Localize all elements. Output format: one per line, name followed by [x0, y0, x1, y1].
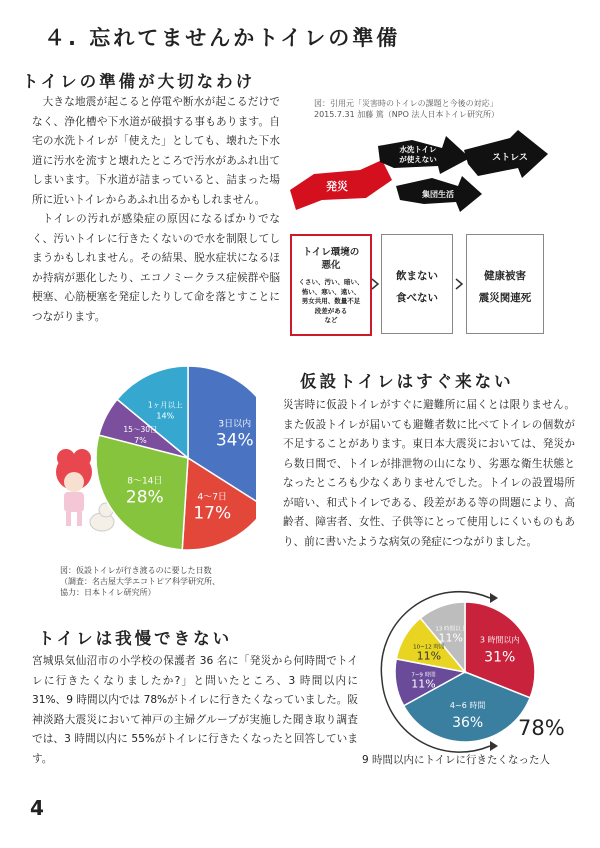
figure1-caption-line1: 図：引用元「災害時のトイレの課題と今後の対応」 [314, 99, 498, 108]
section1-heading: トイレの準備が大切なわけ [22, 72, 256, 91]
pie-slice-pct-1: 36% [452, 714, 484, 731]
figure1-caption-line2: 2015.7.31 加藤 篤（NPO 法人日本トイレ研究所） [314, 110, 500, 119]
pie-slice-pct-4: 11% [438, 631, 463, 645]
pie-slice-label-0: 3日以内 [218, 419, 252, 430]
section1-paragraph-1: 大きな地震が起こると停電や断水が起こるだけでなく、浄化槽や下水道が破損する事もあります。自宅の水洗トイレが「使えた」としても、壊れた下水道に汚水を流すと壊れたところで汚水があふれ出てしまいます。下水道が詰まっていると、詰まった場所に近いトイレからあふれ出るかもしれません。 [32, 96, 280, 206]
flow-box-no-eat-drink [381, 234, 453, 334]
arc-arrow-head-top-icon [490, 593, 498, 603]
stress-label: ストレス [492, 153, 528, 163]
flow-box1-detail: くさい、汚い、暗い、 怖い、寒い、遠い、 男女共用、数量不足 段差がある など [298, 278, 364, 324]
pie-slice-label-0: 3 時間以内 [479, 635, 520, 645]
flow-box-health-damage [466, 234, 544, 334]
pie1-caption-line2: （調査：名古屋大学エコトピア科学研究所、 [60, 577, 220, 586]
figure1-caption [314, 98, 499, 120]
pie-slice-label-3: 15〜30日 [123, 424, 158, 434]
pie1-caption [60, 565, 220, 598]
pie1-caption-line1: 図：仮設トイレが行き渡るのに要した日数 [60, 566, 212, 575]
pie1-caption-line3: 協力：日本トイレ研究所） [60, 588, 156, 597]
pie-slice-pct-2: 28% [125, 487, 164, 508]
section1-paragraph-2: トイレの汚れが感染症の原因になるばかりでなく、汚いトイレに行きたくないので水を制限してしまうかもしれません。その結果、脱水症状になるほか持病が悪化したり、エコノミークラス症候群や脳梗塞、心筋梗塞を発症したりして命を落とすことにつながります。 [32, 213, 280, 323]
pie2-caption: 9 時間以内にトイレに行きたくなった人 [362, 754, 550, 766]
pie-slice-label-2: 7~9 時間 [411, 672, 436, 679]
pie-slice-label-3: 10~12 時間 [413, 644, 445, 651]
pie-chart-toilet-days [36, 362, 256, 562]
pie-slice-pct-0: 34% [215, 430, 254, 451]
flow-arrow-2-icon [454, 277, 466, 291]
pie2-big-percent: 78% [518, 716, 565, 740]
pie-slice-label-1: 4〜7日 [197, 492, 227, 503]
pie-slice-pct-3: 7% [134, 435, 147, 445]
flow-box3-line2: 震災関連死 [478, 292, 532, 304]
page-title: ４. 忘れてませんかトイレの準備 [44, 26, 401, 50]
section3-heading: トイレは我慢できない [38, 629, 233, 648]
flow-box-toilet-environment [290, 234, 372, 336]
section3-body [32, 652, 358, 769]
pie-slice-label-2: 8〜14日 [127, 476, 163, 487]
flow-box2-line2: 食べない [396, 292, 438, 304]
section3-paragraph: 宮城県気仙沼市の小学校の保護者 36 名に「発災から何時間でトイレに行きたくなりましたか?」と問いたところ、3 時間以内に 31%、9 時間以内では 78%がトイレに行きたくなっていました。阪神淡路大震災において神戸の主婦グループが実施した聞き取り調査では、3 時間以内に 55%がトイレに行きたくなったと回答しています。 [32, 655, 358, 765]
section1-body [32, 93, 280, 327]
pie-slice-pct-2: 11% [411, 677, 436, 691]
pie-slice-pct-3: 11% [416, 649, 442, 663]
flow-box1-title: トイレ環境の 悪化 [302, 247, 360, 271]
pie-slice-pct-4: 14% [156, 411, 175, 421]
pie-slice-label-4: 1ヶ月以上 [147, 400, 183, 410]
arc-arrow-head-bottom-icon [490, 741, 498, 751]
pie-slice-pct-0: 31% [484, 649, 516, 666]
section2-paragraph: 災害時に仮設トイレがすぐに避難所に届くとは限りません。また仮設トイレが届いても避難者数に比べてトイレの個数が不足することがあります。東日本大震災においては、発災から数日間で、トイレが排泄物の山になり、劣悪な衛生状態となったところも少なくありませんでした。トイレの設置場所が暗い、和式トイレである、段差がある等の問題により、高齢者、障害者、女性、子供等にとって使用しにくいものもあり、前に書いたような病気の発症につながりました。 [283, 399, 575, 548]
group-life-label: 集団生活 [422, 190, 454, 199]
pie-slice-pct-1: 17% [193, 503, 232, 524]
flow-box2-line1: 飲まない [396, 270, 438, 282]
flush-toilet-label-1: 水洗トイレ [399, 145, 437, 154]
section2-body [283, 396, 575, 552]
disaster-label: 発災 [326, 180, 348, 193]
page-number: 4 [30, 796, 44, 820]
disaster-arrows-diagram [282, 128, 582, 218]
flush-toilet-label-2: が使えない [399, 155, 437, 164]
pie1-slices [96, 366, 256, 550]
section2-heading: 仮設トイレはすぐ来ない [300, 372, 514, 391]
flow-box3-line1: 健康被害 [484, 270, 526, 282]
pie-slice-label-4: 13 時間以上 [435, 626, 467, 633]
pie-slice-label-1: 4~6 時間 [449, 700, 486, 710]
